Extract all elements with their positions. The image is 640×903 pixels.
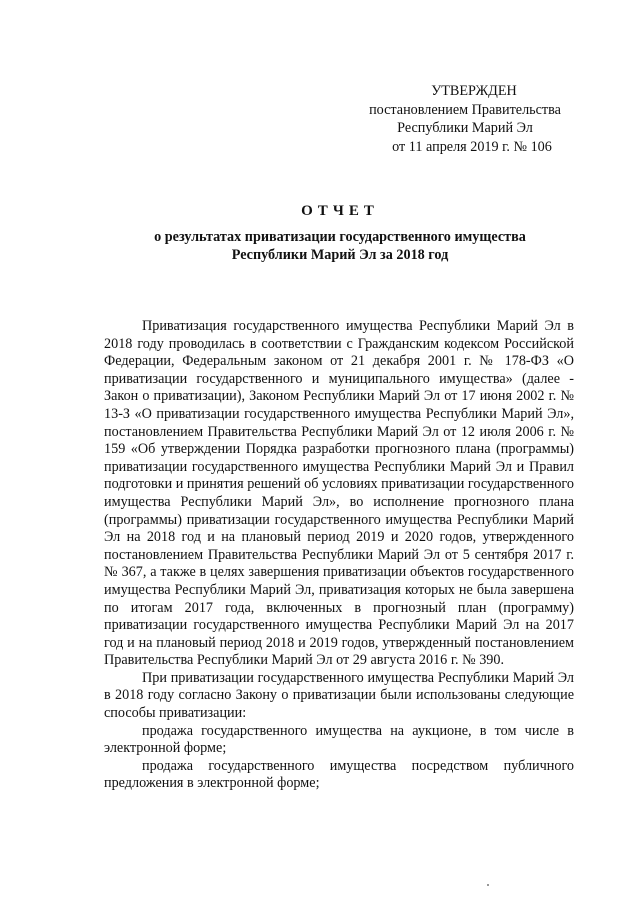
approval-date-day: 11 [408, 138, 423, 155]
approval-date [350, 138, 580, 157]
report-subtitle-line-1: о результатах приватизации государственного имущества [154, 229, 526, 245]
paragraph-methods-intro: При приватизации государственного имущества Республики Марий Эл в 2018 году согласно Закону о приватизации были использованы следующие способы приватизации: [104, 669, 574, 722]
approval-stamp [350, 82, 580, 156]
report-subtitle-line-2: Республики Марий Эл за 2018 год [231, 247, 449, 263]
report-title: ОТЧЕТ [301, 203, 379, 219]
approval-date-prefix: от [392, 138, 406, 155]
paragraph-method-public-offer: продажа государственного имущества посредством публичного предложения в электронной форме; [104, 757, 574, 792]
approval-date-rest: апреля 2019 г. [426, 138, 510, 155]
approval-number-sign: № [513, 138, 528, 155]
paragraph-method-auction: продажа государственного имущества на аукционе, в том числе в электронной форме; [104, 722, 574, 757]
report-body [104, 318, 574, 793]
approval-line-1: постановлением Правительства [369, 101, 561, 118]
page-mark [487, 884, 489, 886]
approval-status: УТВЕРЖДЕН [431, 83, 517, 99]
paragraph-legal-basis: Приватизация государственного имущества Республики Марий Эл в 2018 году проводилась в соответствии с Гражданским кодексом Российской Федерации, Федеральным законом от 21 декабря 2001 г. № 178-ФЗ «О приватизации государственного и муниципального имущества» (далее - Закон о приватизации), Законом Республики Марий Эл от 17 июня 2002 г. № 13-З «О приватизации государственного имущества Республики Марий Эл», постановлением Правительства Республики Марий Эл от 12 июля 2006 г. № 159 «Об утверждении Порядка разработки прогнозного плана (программы) приватизации государственного имущества Республики Марий Эл и Правил подготовки и принятия решений об условиях приватизации государственного имущества Республики Марий Эл», во исполнение прогнозного плана (программы) приватизации государственного имущества Республики Марий Эл на 2018 год и на плановый период 2019 и 2020 годов, утвержденного постановлением Правительства Республики Марий Эл от 5 сентября 2017 г. № 367, а также в целях завершения приватизации объектов государственного имущества Республики Марий Эл, приватизация которых не была завершена по итогам 2017 года, включенных в прогнозный план (программу) приватизации государственного имущества Республики Марий Эл на 2017 год и на плановый период 2018 и 2019 годов, утвержденный постановлением Правительства Республики Марий Эл от 29 августа 2016 г. № 390. [104, 318, 574, 669]
approval-number: 106 [530, 138, 552, 155]
report-subtitle [100, 228, 580, 264]
approval-line-2: Республики Марий Эл [397, 120, 533, 137]
